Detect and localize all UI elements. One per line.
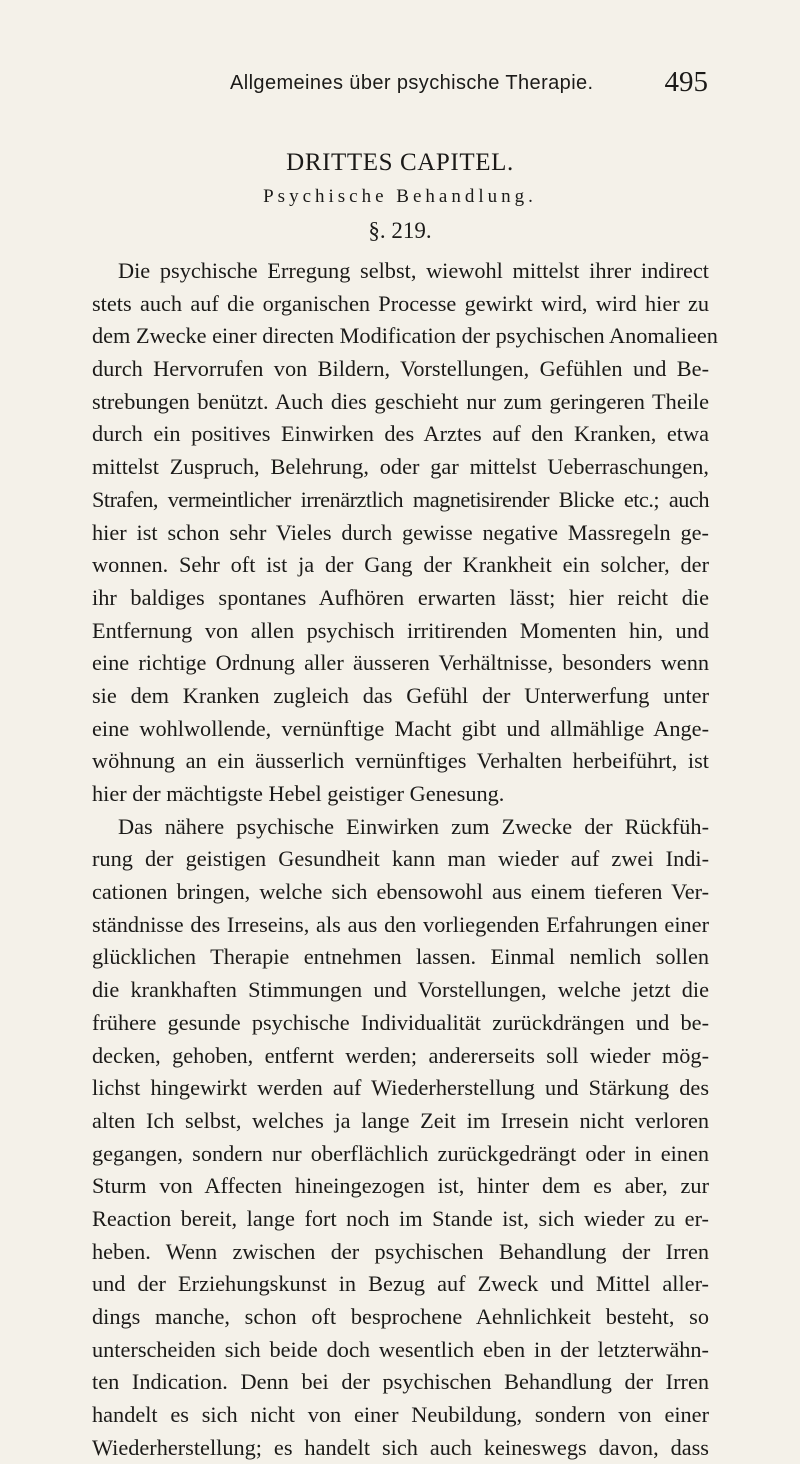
text-line: Sturm von Affecten hineingezogen ist, hinter dem es aber, zur [92,1173,709,1199]
text-line: mittelst Zuspruch, Belehrung, oder gar mittelst Ueberraschungen, [92,454,709,480]
text-line: hier ist schon sehr Vieles durch gewisse negative Massregeln ge- [92,519,709,545]
text-line: dings manche, schon oft besprochene Aehnlichkeit besteht, so [92,1304,709,1329]
text-line: und der Erziehungskunst in Bezug auf Zweck und Mittel aller- [92,1271,709,1297]
text-line: unterscheiden sich beide doch wesentlich eben in der letzterwähn- [92,1336,709,1362]
text-line: gegangen, sondern nur oberflächlich zurückgedrängt oder in einen [92,1140,709,1166]
text-line: Strafen, vermeintlicher irrenärztlich magnetisirender Blicke etc.; auch [92,486,709,512]
text-line: ten Indication. Denn bei der psychischen Behandlung der Irren [92,1369,709,1395]
chapter-title: DRITTES CAPITEL. [286,149,514,176]
body-text [92,255,718,1464]
text-line: Entfernung von allen psychisch irritirenden Momenten hin, und [92,617,709,643]
text-line: stets auch auf die organischen Processe gewirkt wird, wird hier zu [92,290,709,316]
text-line: handelt es sich nicht von einer Neubildung, sondern von einer [92,1402,709,1428]
text-line: wöhnung an ein äusserlich vernünftiges Verhalten herbeiführt, ist [92,748,709,774]
text-line: die krankhaften Stimmungen und Vorstellungen, welche jetzt die [92,977,709,1003]
text-line: frühere gesunde psychische Individualität zurückdrängen und be- [92,1009,709,1035]
text-line: glücklichen Therapie entnehmen lassen. Einmal nemlich sollen [92,944,709,970]
running-title: Allgemeines über psychische Therapie. [230,72,594,94]
text-line: Die psychische Erregung selbst, wiewohl mittelst ihrer indirect [118,258,709,283]
text-line: hier der mächtigste Hebel geistiger Genesung. [92,781,505,806]
text-line: eine wohlwollende, vernünftige Macht gibt und allmählige Ange- [92,715,709,741]
text-line: eine richtige Ordnung aller äusseren Verhältnisse, besonders wenn [92,650,709,676]
text-line: heben. Wenn zwischen der psychischen Behandlung der Irren [92,1238,709,1264]
text-line: sie dem Kranken zugleich das Gefühl der Unterwerfung unter [92,682,709,708]
chapter-subtitle: Psychische Behandlung. [263,186,537,207]
text-line: cationen bringen, welche sich ebensowohl aus einem tieferen Ver- [92,879,709,905]
text-line: ihr baldiges spontanes Aufhören erwarten lässt; hier reicht die [92,584,709,610]
text-line: durch Hervorrufen von Bildern, Vorstellungen, Gefühlen und Be- [92,356,709,382]
text-line: strebungen benützt. Auch dies geschieht nur zum geringeren Theile [92,388,709,414]
text-line: rung der geistigen Gesundheit kann man wieder auf zwei Indi- [92,846,709,872]
text-line: dem Zwecke einer directen Modification der psychischen Anomalieen [92,323,718,349]
text-line: Wiederherstellung; es handelt sich auch keineswegs davon, dass [92,1434,709,1460]
page-number: 495 [664,66,708,98]
text-line: wonnen. Sehr oft ist ja der Gang der Krankheit ein solcher, der [92,552,709,578]
text-line: durch ein positives Einwirken des Arztes auf den Kranken, etwa [92,421,709,447]
text-line: lichst hingewirkt werden auf Wiederherstellung und Stärkung des [92,1075,709,1101]
text-line: Das nähere psychische Einwirken zum Zwecke der Rückfüh- [118,813,709,839]
text-line: alten Ich selbst, welches ja lange Zeit im Irresein nicht verloren [92,1107,709,1133]
text-line: Reaction bereit, lange fort noch im Stande ist, sich wieder zu er- [92,1205,709,1231]
text-line: ständnisse des Irreseins, als aus den vorliegenden Erfahrungen einer [92,911,709,937]
text-line: decken, gehoben, entfernt werden; andererseits soll wieder mög- [92,1042,709,1068]
running-header [160,66,708,106]
section-number: §. 219. [368,218,432,243]
